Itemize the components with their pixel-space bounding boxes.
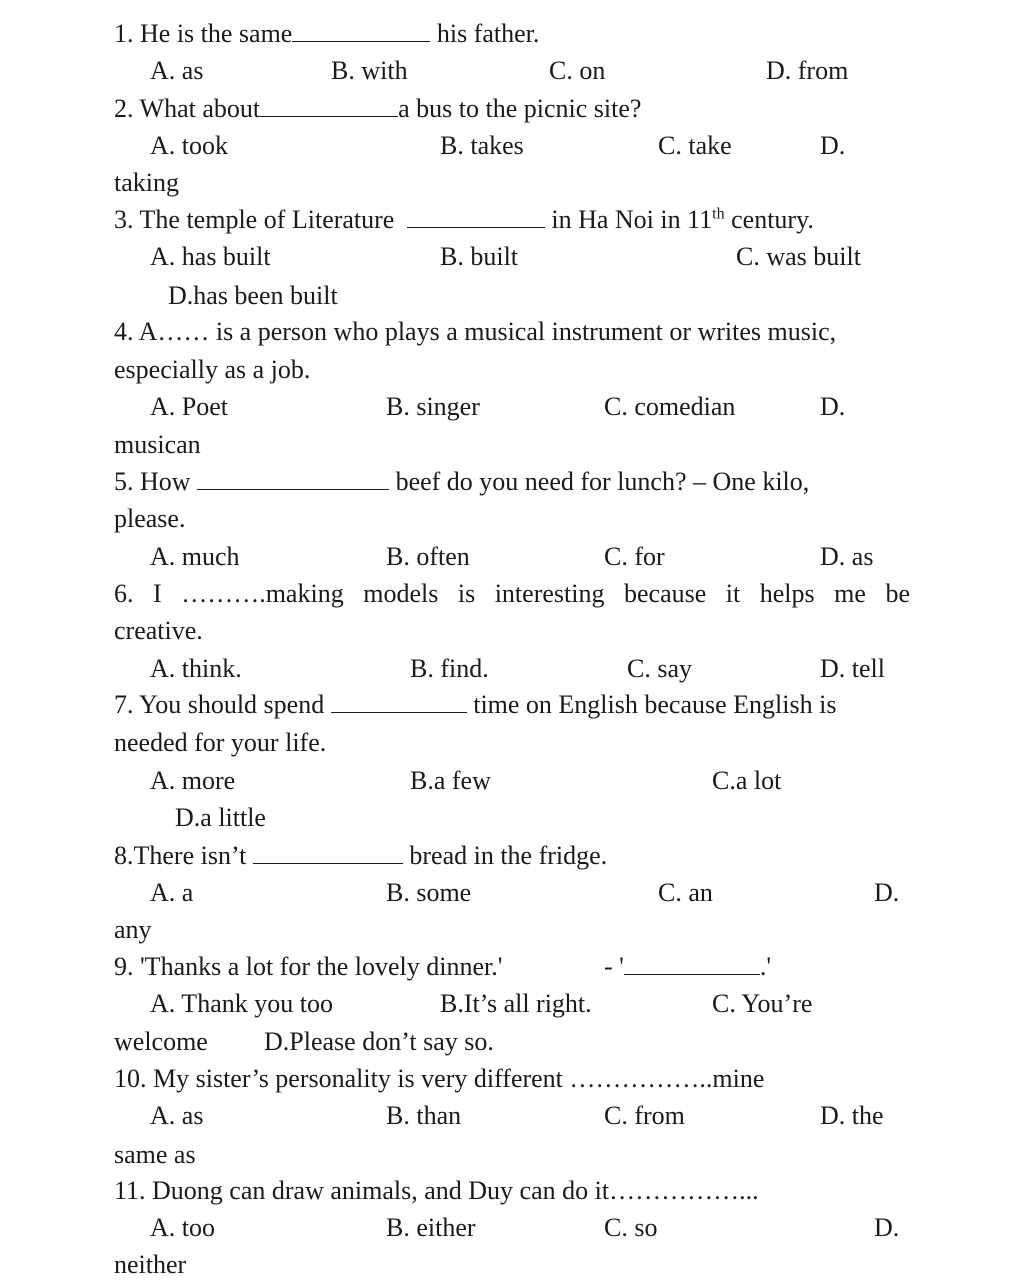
answer-blank <box>407 205 545 228</box>
option-b: B. either <box>386 1213 476 1242</box>
question-7-stem <box>114 690 836 720</box>
option-a: A. much <box>150 542 240 571</box>
option-c: C. on <box>549 56 606 85</box>
option-a: A. Thank you too <box>150 989 333 1018</box>
option-d-continued: neither <box>114 1250 187 1279</box>
answer-blank <box>260 94 398 117</box>
stem-text: 2. What about <box>114 94 261 123</box>
option-b: B. often <box>386 542 470 571</box>
option-a: A. has built <box>150 242 271 271</box>
option-b: B.It’s all right. <box>440 989 592 1018</box>
option-d: D. tell <box>820 654 885 683</box>
option-d: D. as <box>820 542 874 571</box>
option-b: B. built <box>440 242 519 271</box>
question-9-reply <box>604 952 771 982</box>
option-c: C. You’re <box>712 989 813 1018</box>
question-8-stem <box>114 841 607 871</box>
option-b: B. than <box>386 1101 462 1130</box>
question-3-stem <box>114 205 814 235</box>
option-d: D. <box>820 392 846 421</box>
option-a: A. as <box>150 1101 204 1130</box>
stem-text: 9. 'Thanks a lot for the lovely dinner.' <box>114 952 503 981</box>
stem-text: his father. <box>436 19 540 48</box>
option-b: B. singer <box>386 392 480 421</box>
question-2-stem <box>114 94 641 124</box>
option-c: C. was built <box>736 242 861 271</box>
option-c: C.a lot <box>712 766 782 795</box>
option-d-continued: same as <box>114 1140 196 1169</box>
option-d: D. <box>874 878 900 907</box>
ordinal-superscript: th <box>712 205 725 223</box>
option-c: C. from <box>604 1101 685 1130</box>
option-c: C. take <box>658 131 732 160</box>
option-b: B. with <box>331 56 408 85</box>
stem-text: .' <box>759 952 772 981</box>
stem-text: 5. How <box>114 467 191 496</box>
question-6-stem: 6. I ……….making models is interesting because it helps me be <box>114 579 910 608</box>
question-4-stem: 4. A…… is a person who plays a musical instrument or writes music, <box>114 317 837 346</box>
question-10-stem: 10. My sister’s personality is very different ……………..mine <box>114 1064 765 1093</box>
option-d-continued: musican <box>114 430 201 459</box>
option-c-continued: welcome <box>114 1027 208 1056</box>
stem-text: beef do you need for lunch? – One kilo, <box>395 467 810 496</box>
stem-text: time on English because English is <box>473 690 837 719</box>
option-d: D. from <box>766 56 849 85</box>
option-c: C. for <box>604 542 665 571</box>
option-d: D. <box>874 1213 900 1242</box>
stem-text: a bus to the picnic site? <box>398 94 642 123</box>
question-5-stem <box>114 467 809 497</box>
option-b: B. find. <box>410 654 489 683</box>
option-d-continued: taking <box>114 168 179 197</box>
answer-blank <box>331 690 467 713</box>
question-5-stem-cont: please. <box>114 504 186 533</box>
stem-text: in Ha Noi in 11 <box>551 205 713 234</box>
option-d: D. <box>820 131 846 160</box>
stem-text: 1. He is the same <box>114 19 293 48</box>
option-a: A. think. <box>150 654 242 683</box>
answer-blank <box>624 952 760 975</box>
option-d: D.a little <box>175 803 266 832</box>
option-d-continued: any <box>114 915 152 944</box>
option-a: A. more <box>150 766 236 795</box>
option-a: A. took <box>150 131 228 160</box>
option-c: C. comedian <box>604 392 736 421</box>
stem-text: century. <box>724 205 814 234</box>
stem-text: 8.There isn’t <box>114 841 247 870</box>
stem-text: bread in the fridge. <box>409 841 608 870</box>
question-11-stem: 11. Duong can draw animals, and Duy can do it……………... <box>114 1176 759 1205</box>
option-b: B.a few <box>410 766 491 795</box>
option-c: C. say <box>627 654 692 683</box>
option-d: D. the <box>820 1101 884 1130</box>
question-9-stem <box>114 952 502 982</box>
option-d: D.has been built <box>168 281 338 310</box>
question-6-stem-cont: creative. <box>114 616 203 645</box>
option-c: C. so <box>604 1213 658 1242</box>
option-b: B. takes <box>440 131 524 160</box>
stem-text: 7. You should spend <box>114 690 325 719</box>
answer-blank <box>253 841 403 864</box>
stem-text: - ' <box>604 952 624 981</box>
option-a: A. Poet <box>150 392 228 421</box>
option-b: B. some <box>386 878 472 907</box>
option-a: A. a <box>150 878 194 907</box>
question-7-stem-cont: needed for your life. <box>114 728 327 757</box>
question-4-stem-cont: especially as a job. <box>114 355 311 384</box>
answer-blank <box>197 467 389 490</box>
option-a: A. as <box>150 56 204 85</box>
option-c: C. an <box>658 878 713 907</box>
option-d: D.Please don’t say so. <box>264 1027 494 1056</box>
question-1-stem <box>114 19 539 49</box>
answer-blank <box>292 19 430 42</box>
option-a: A. too <box>150 1213 215 1242</box>
stem-text: 3. The temple of Literature <box>114 205 395 234</box>
